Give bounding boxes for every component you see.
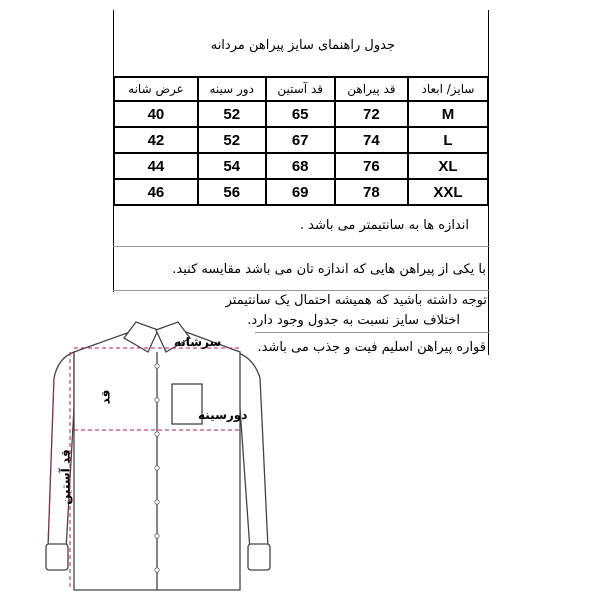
cell-sleeve-length: 69 bbox=[266, 179, 335, 205]
note-unit: اندازه ها به سانتیمتر می باشد . bbox=[299, 218, 469, 233]
cell-size: L bbox=[408, 127, 488, 153]
cell-shoulder: 46 bbox=[114, 179, 198, 205]
cell-chest: 54 bbox=[198, 153, 266, 179]
label-chest: دورسینه bbox=[198, 408, 248, 422]
table-row bbox=[114, 101, 488, 127]
size-table bbox=[113, 76, 489, 206]
cell-chest: 56 bbox=[198, 179, 266, 205]
page-title: جدول راهنمای سایز پیراهن مردانه bbox=[210, 38, 395, 53]
table-row bbox=[114, 179, 488, 205]
cell-shirt-length: 76 bbox=[335, 153, 408, 179]
header-shirt-length: قد پیراهن bbox=[335, 77, 408, 101]
header-shoulder: عرض شانه bbox=[114, 77, 198, 101]
note-tolerance-line2: اختلاف سایز نسبت به جدول وجود دارد. bbox=[247, 313, 460, 328]
cell-chest: 52 bbox=[198, 101, 266, 127]
cell-size: XL bbox=[408, 153, 488, 179]
divider bbox=[113, 246, 489, 247]
table-header-row bbox=[114, 77, 488, 101]
header-size: سایز/ ابعاد bbox=[408, 77, 488, 101]
note-fit: قواره پیراهن اسلیم فیت و جذب می باشد. bbox=[257, 340, 486, 355]
header-chest: دور سینه bbox=[198, 77, 266, 101]
label-shoulder: سرشانه bbox=[174, 335, 222, 349]
table-row bbox=[114, 127, 488, 153]
cell-shoulder: 44 bbox=[114, 153, 198, 179]
cell-shirt-length: 78 bbox=[335, 179, 408, 205]
cell-size: M bbox=[408, 101, 488, 127]
cell-sleeve-length: 68 bbox=[266, 153, 335, 179]
divider bbox=[255, 332, 489, 333]
label-sleeve: قد آستین bbox=[58, 449, 73, 505]
cell-sleeve-length: 67 bbox=[266, 127, 335, 153]
shirt-diagram bbox=[40, 318, 276, 600]
cell-shirt-length: 72 bbox=[335, 101, 408, 127]
header-sleeve-length: قد آستین bbox=[266, 77, 335, 101]
cell-sleeve-length: 65 bbox=[266, 101, 335, 127]
cell-chest: 52 bbox=[198, 127, 266, 153]
label-length: قد bbox=[98, 389, 113, 405]
divider bbox=[113, 290, 489, 291]
cell-shoulder: 42 bbox=[114, 127, 198, 153]
note-tolerance-line1: توجه داشته باشید که همیشه احتمال یک سانتیمتر bbox=[225, 293, 487, 308]
note-compare: با یکی از پیراهن هایی که اندازه تان می باشد مقایسه کنید. bbox=[172, 262, 486, 277]
cell-shirt-length: 74 bbox=[335, 127, 408, 153]
cell-size: XXL bbox=[408, 179, 488, 205]
cell-shoulder: 40 bbox=[114, 101, 198, 127]
table-row bbox=[114, 153, 488, 179]
